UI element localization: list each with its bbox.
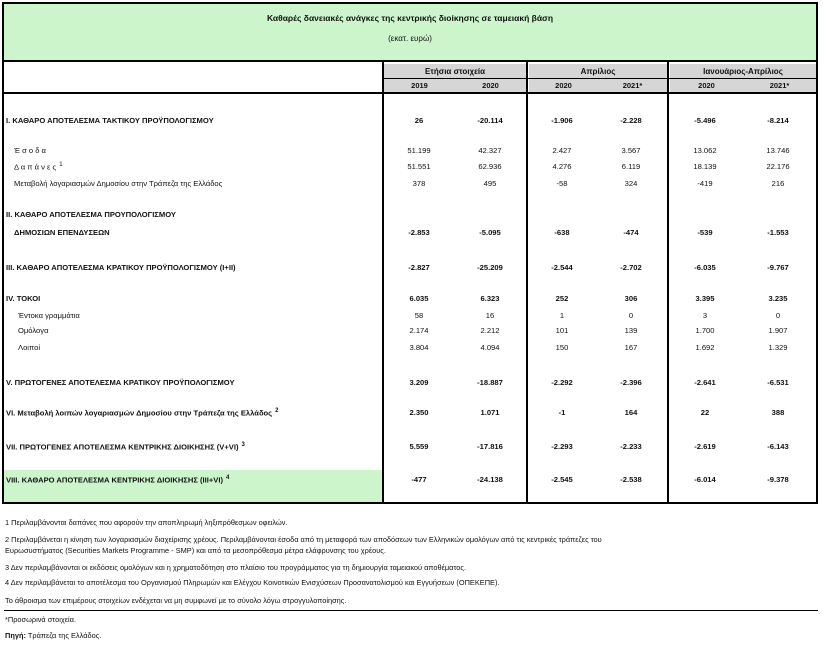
row-label: VI. Μεταβολή λοιπών λογαριασμών Δημοσίου στην Τράπεζα της Ελλάδος $^2$ [6, 408, 279, 418]
footnote: Ευρωσυστήματος (Securities Markets Programme - SMP) και από τα μεσοπρόθεσμα μέτρα ελάφρυνσης του χρέους. [5, 546, 386, 555]
table-cell: 495 [483, 179, 497, 188]
footnote: *Προσωρινά στοιχεία. [5, 615, 76, 624]
table-cell: -25.209 [477, 263, 503, 272]
table-cell: 139 [624, 326, 638, 335]
table-cell: -2.853 [408, 228, 430, 237]
table-cell: 3.395 [695, 294, 715, 303]
table-cell: 13.746 [766, 146, 790, 155]
table-cell: 1.907 [768, 326, 788, 335]
source-line [5, 631, 101, 640]
table-cell: -2.293 [551, 442, 573, 451]
table-cell: -6.531 [767, 378, 789, 387]
row-label: Λοιποί [18, 343, 41, 352]
table-cell: -2.228 [620, 116, 642, 125]
column-divider [667, 62, 669, 502]
table-cell: 16 [485, 311, 495, 320]
row-label: ΔΗΜΟΣΙΩΝ ΕΠΕΝΔΥΣΕΩΝ [14, 228, 110, 237]
table-cell: -2.545 [551, 475, 573, 484]
row-label: Δ α π ά ν ε ς $^1$ [14, 162, 63, 172]
column-divider [382, 62, 384, 502]
title-bar [4, 4, 816, 62]
table-cell: 252 [555, 294, 569, 303]
table-cell: -1 [558, 408, 566, 417]
table-cell: 22.176 [766, 162, 790, 171]
header-year: 2020 [555, 81, 572, 90]
table-cell: -1.553 [767, 228, 789, 237]
row-label: III. ΚΑΘΑΡΟ ΑΠΟΤΕΛΕΣΜΑ ΚΡΑΤΙΚΟΥ ΠΡΟΫΠΟΛΟΓΙΣΜΟΥ (I+II) [6, 263, 236, 272]
table-cell: 3.209 [409, 378, 429, 387]
table-cell: -5.496 [694, 116, 716, 125]
table-cell: 3.804 [409, 343, 429, 352]
table-cell: -419 [697, 179, 713, 188]
table-cell: 51.199 [407, 146, 431, 155]
table-cell: 26 [414, 116, 424, 125]
table-cell: 101 [555, 326, 569, 335]
table-cell: 6.035 [409, 294, 429, 303]
header-year: 2021* [622, 81, 643, 90]
table-cell: -9.767 [767, 263, 789, 272]
source-label: Πηγή: [5, 631, 26, 640]
table-cell: 1.700 [695, 326, 715, 335]
table-cell: 2.174 [409, 326, 429, 335]
table-cell: 58 [414, 311, 424, 320]
footnote: Το άθροισμα των επιμέρους στοιχείων ενδέχεται να μη συμφωνεί με το σύνολο λόγω στρογγυλοποίησης. [5, 596, 347, 605]
table-cell: 1.071 [480, 408, 500, 417]
table-cell: -2.641 [694, 378, 716, 387]
header-year: 2020 [698, 81, 715, 90]
table-cell: 2.427 [552, 146, 572, 155]
row-label: V. ΠΡΩΤΟΓΕΝΕΣ ΑΠΟΤΕΛΕΣΜΑ ΚΡΑΤΙΚΟΥ ΠΡΟΫΠΟΛΟΓΙΣΜΟΥ [6, 378, 235, 387]
table-cell: -6.035 [694, 263, 716, 272]
header-year: 2019 [411, 81, 428, 90]
table-cell: 62.936 [478, 162, 502, 171]
table-cell: 0 [628, 311, 634, 320]
table-cell: -2.292 [551, 378, 573, 387]
row-label: VII. ΠΡΩΤΟΓΕΝΕΣ ΑΠΟΤΕΛΕΣΜΑ ΚΕΝΤΡΙΚΗΣ ΔΙΟΙΚΗΣΗΣ (V+VI) $^3$ [6, 442, 245, 452]
table-cell: 42.327 [478, 146, 502, 155]
table-cell: -6.143 [767, 442, 789, 451]
header-group-april: Απρίλιος [580, 67, 616, 76]
table-cell: 22 [700, 408, 710, 417]
footnote-marker: 4 [226, 475, 230, 481]
table-cell: -539 [697, 228, 713, 237]
table-cell: 5.559 [409, 442, 429, 451]
table-cell: -2.619 [694, 442, 716, 451]
table-cell: -2.702 [620, 263, 642, 272]
row-label: IV. ΤΟΚΟΙ [6, 294, 41, 303]
table-cell: -477 [411, 475, 427, 484]
row-label: Έντοκα γραμμάτια [18, 311, 80, 320]
table-cell: 6.323 [480, 294, 500, 303]
table-cell: -58 [556, 179, 568, 188]
table-cell: 3.235 [768, 294, 788, 303]
header-divider [384, 78, 816, 79]
header-group-annual: Ετήσια στοιχεία [424, 67, 486, 76]
row-label: Ομόλογα [18, 326, 49, 335]
footnote-marker: 2 [275, 408, 279, 414]
table-cell: -5.095 [479, 228, 501, 237]
row-label: VIII. ΚΑΘΑΡΟ ΑΠΟΤΕΛΕΣΜΑ ΚΕΝΤΡΙΚΗΣ ΔΙΟΙΚΗΣΗΣ (III+VI) $^4$ [6, 475, 230, 485]
table-cell: 2.350 [409, 408, 429, 417]
table-cell: 167 [624, 343, 638, 352]
table-cell: 216 [771, 179, 785, 188]
table-units: (εκατ. ευρώ) [388, 34, 432, 43]
row-label: I. ΚΑΘΑΡΟ ΑΠΟΤΕΛΕΣΜΑ ΤΑΚΤΙΚΟΥ ΠΡΟΫΠΟΛΟΓΙΣΜΟΥ [6, 116, 214, 125]
table-cell: -2.538 [620, 475, 642, 484]
table-cell: 1 [559, 311, 565, 320]
table-cell: 1.692 [695, 343, 715, 352]
table-cell: 378 [412, 179, 426, 188]
table-cell: 2.212 [480, 326, 500, 335]
footnote: 4 Δεν περιλαμβάνεται το αποτέλεσμα του Οργανισμού Πληρωμών και Ελέγχου Κοινοτικών Ενισχύσεων Προσανατολισμού και Εγγυήσεων (ΟΠΕΚΕΠΕ). [5, 578, 500, 587]
table-cell: -17.816 [477, 442, 503, 451]
table-cell: -2.396 [620, 378, 642, 387]
table-cell: 3.567 [621, 146, 641, 155]
table-cell: 150 [555, 343, 569, 352]
table-cell: 51.551 [407, 162, 431, 171]
table-cell: 388 [771, 408, 785, 417]
table-cell: -9.378 [767, 475, 789, 484]
footnote: 2 Περιλαμβάνεται η κίνηση των λογαριασμών διαχείρισης χρέους. Περιλαμβάνονται έσοδα από τη μεταφορά των αποδόσεων των Ελληνικών ομολόγων από τις κεντρικές τράπεζες του [5, 535, 602, 544]
footnote: 1 Περιλαμβάνονται δαπάνες που αφορούν την αποπληρωμή ληξιπρόθεσμων οφειλών. [5, 518, 288, 527]
table-cell: 18.139 [693, 162, 717, 171]
header-group-jan-april: Ιανουάριος-Απρίλιος [703, 67, 783, 76]
table-cell: -638 [554, 228, 570, 237]
table-cell: 6.119 [621, 162, 641, 171]
table-cell: -24.138 [477, 475, 503, 484]
footnote-marker: 1 [59, 162, 63, 168]
table-cell: -2.827 [408, 263, 430, 272]
table-cell: 1.329 [768, 343, 788, 352]
table-cell: 3 [702, 311, 708, 320]
header-year: 2020 [482, 81, 499, 90]
header-bottom-rule [4, 92, 816, 94]
table-cell: -2.233 [620, 442, 642, 451]
table-cell: 324 [624, 179, 638, 188]
table-cell: -474 [623, 228, 639, 237]
column-divider [526, 62, 528, 502]
table-cell: -20.114 [477, 116, 503, 125]
row-label: Έ σ ο δ α [14, 146, 46, 155]
source-text: Τράπεζα της Ελλάδος. [25, 631, 102, 640]
table-cell: 306 [624, 294, 638, 303]
table-cell: -2.544 [551, 263, 573, 272]
table-cell: 0 [775, 311, 781, 320]
table-title: Καθαρές δανειακές ανάγκες της κεντρικής διοίκησης σε ταμειακή βάση [266, 13, 554, 23]
table-cell: 4.094 [480, 343, 500, 352]
header-year: 2021* [769, 81, 790, 90]
row-label: II. ΚΑΘΑΡΟ ΑΠΟΤΕΛΕΣΜΑ ΠΡΟΥΠΟΛΟΓΙΣΜΟΥ [6, 210, 176, 219]
footnote-separator [4, 610, 818, 611]
table-cell: -6.014 [694, 475, 716, 484]
table-cell: 13.062 [693, 146, 717, 155]
table-cell: 4.276 [552, 162, 572, 171]
footnote-marker: 3 [241, 442, 245, 448]
footnote: 3 Δεν περιλαμβάνονται οι εκδόσεις ομολόγων και η χρηματοδότηση στο πλαίσιο του προγράμματος για τη δημιουργία ταμειακού αποθέματος. [5, 563, 466, 572]
row-label: Μεταβολή λογαριασμών Δημοσίου στην Τράπεζα της Ελλάδος [14, 179, 223, 188]
table-cell: 164 [624, 408, 638, 417]
table-cell: -18.887 [477, 378, 503, 387]
table-cell: -8.214 [767, 116, 789, 125]
table-cell: -1.906 [551, 116, 573, 125]
